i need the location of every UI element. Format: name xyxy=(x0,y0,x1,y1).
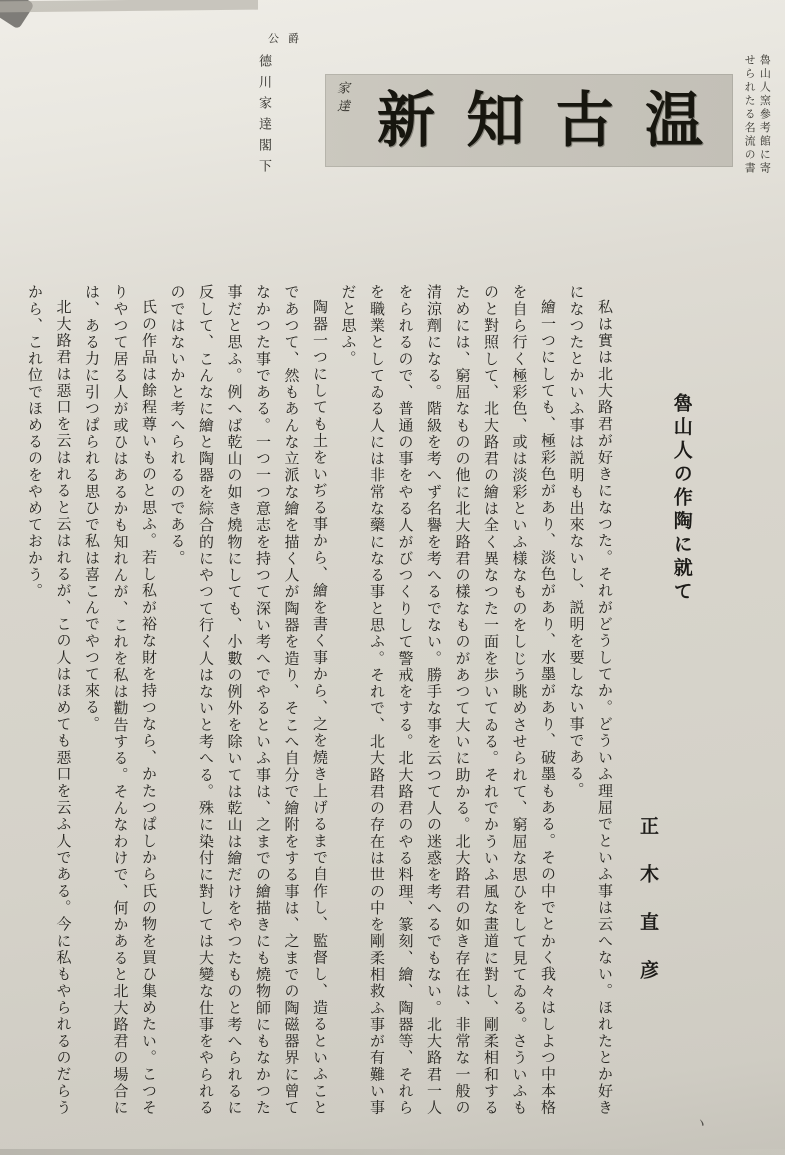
plaque-caption: 魯山人窯參考館に寄せられたる名流の書 xyxy=(743,54,771,176)
scan-top-streak xyxy=(0,0,258,12)
plaque-char-4: 新 xyxy=(377,86,436,154)
paragraph: 繪一つにしても、極彩色があり、淡色があり、水墨があり、破墨もある。その中でとかく我々はしよつ中本格を自ら行く極彩色、或は淡彩といふ様なものをしじう眺めさせられて、窮屈な思ひをして見てゐる。さういふものと對照して、北大路君の繪は全く異なつた一面を歩いてゐる。それでかういふ風な畫道に對し、剛柔相和するためには、窮屈なものの他に北大路君の樣なものがあつて大いに助かる。北大路君の如き存在は、非常な一般の清涼劑になる。階級を考へず名譽を考へるでない。勝手な事を云つて人の迷惑を考へるでもない。北大路君一人をられるので、普通の事をやる人がびつくりして警戒をする。北大路君のやる料理、篆刻、繪、陶器等、それらを職業としてゐる人には非常な藥になる事と思ふ。それで、北大路君の存在は世の中を剛柔相救ふ事が有難い事だと思ふ。 xyxy=(339,284,555,1116)
scan-bottom-edge xyxy=(0,1149,785,1155)
paragraph: 私は實は北大路君が好きになつた。それがどうしてか。どういふ理屈でといふ事は云へない。ほれたとか好きになつたとかいふ事は説明も出來ないし、説明を要しない事である。 xyxy=(567,284,612,1116)
plaque-signature: 家達 xyxy=(335,81,350,117)
plaque-char-1: 温 xyxy=(644,86,703,154)
article-body xyxy=(26,284,618,1116)
paragraph: 氏の作品は餘程尊いものと思ふ。若し私が裕な財を持つなら、かたつぱしから氏の物を買ひ集めたい。こつそりやつて居る人が或ひはあるかも知れんが、これを私は勸告する。そんなわけで、何かあると北大路君の場合には、ある力に引つぱられる思ひで私は喜こんでやつて來る。 xyxy=(83,284,156,1116)
article-author: 正木直彦 xyxy=(637,816,658,1008)
article-title: 魯山人の作陶に就て xyxy=(670,393,692,605)
paragraph: 陶器一つにしても土をいぢる事から、繪を書く事から、之を燒き上げるまで自作し、監督し、造るといふことであつて、然もあんな立派な繪を描く人が陶器を造り、そこへ自分で繪附をする事は、之までの陶磁器界に曾てなかつた事である。一つ一つ意志を持つて深い考へでやるといふ事は、之までの繪描きにも燒物師にもなかつた事だと思ふ。例へば乾山の如き燒物にしても、小數の例外を除いては乾山は繪だけをやつたものと考へられるに反して、こんなに繪と陶器を綜合的にやつて行く人はないと考へる。殊に染付に對しては大變な仕事をやられるのではないかと考へられるのである。 xyxy=(168,284,327,1116)
pencil-mark: ヽ xyxy=(692,1114,711,1134)
plaque-char-2: 古 xyxy=(555,86,614,154)
calligrapher-rank: 公爵 xyxy=(268,33,308,45)
calligrapher-name: 德川家達閣下 xyxy=(257,54,272,180)
calligraphy-plaque-photo xyxy=(325,74,733,167)
paragraph: 北大路君は惡口を云はれると云はれるが、この人はほめても惡口を云ふ人である。今に私もやられるのだらうから、これ位でほめるのをやめておかう。 xyxy=(26,284,71,1116)
plaque-char-3: 知 xyxy=(466,86,525,154)
